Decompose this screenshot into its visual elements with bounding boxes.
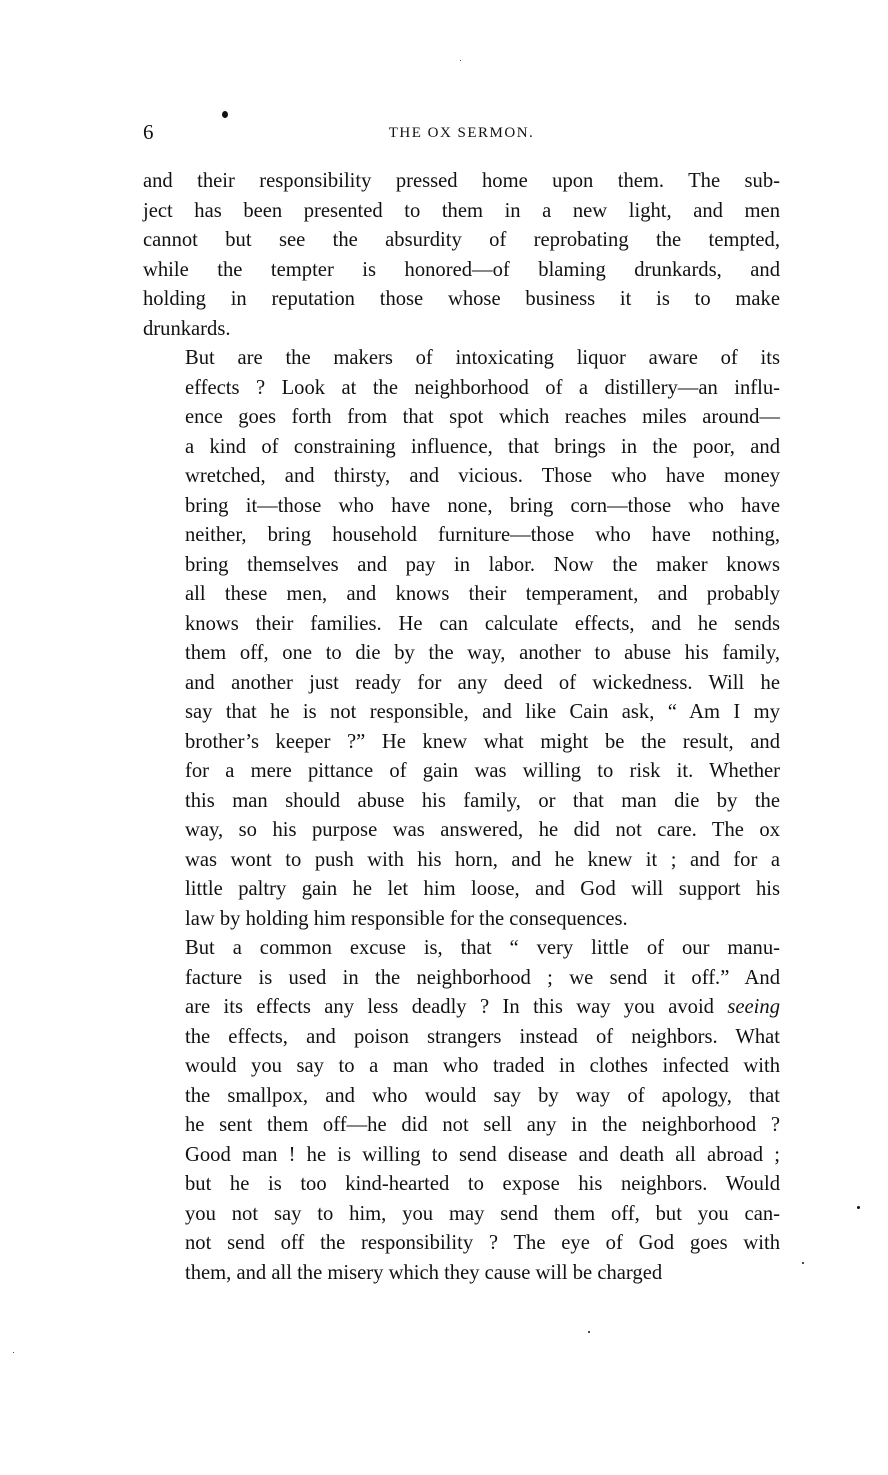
paragraph bbox=[143, 934, 780, 1288]
text-line: would you say to a man who traded in clothes infected with bbox=[185, 1055, 780, 1077]
paragraph bbox=[143, 344, 780, 934]
text-line: ject has been presented to them in a new light, and men bbox=[143, 199, 780, 222]
ink-speck bbox=[802, 1262, 804, 1264]
text-line: Good man ! he is willing to send disease and death all abroad ; bbox=[185, 1143, 780, 1166]
text-line: But a common excuse is, that “ very little of our manu- bbox=[185, 937, 780, 959]
text-line: he sent them off—he did not sell any in the neighborhood ? bbox=[185, 1114, 780, 1136]
text-line: and their responsibility pressed home upon them. The sub- bbox=[143, 170, 780, 192]
running-title: THE OX SERMON. bbox=[388, 125, 535, 141]
text-line: you not say to him, you may send them off, but you can- bbox=[185, 1202, 780, 1225]
text-line: a kind of constraining influence, that brings in the poor, and bbox=[185, 435, 780, 458]
text-line: drunkards. bbox=[143, 317, 231, 340]
text-line: knows their families. He can calculate effects, and he sends bbox=[185, 612, 780, 635]
text-line: But are the makers of intoxicating liquor aware of its bbox=[185, 347, 780, 369]
text-line: holding in reputation those whose business it is to make bbox=[143, 288, 780, 310]
text-line: say that he is not responsible, and like Cain ask, “ Am I my bbox=[185, 701, 780, 723]
ink-speck bbox=[13, 1352, 14, 1353]
body-text bbox=[143, 167, 780, 1288]
ink-speck bbox=[857, 1206, 860, 1209]
italic-word: seeing bbox=[727, 996, 780, 1018]
text-line: for a mere pittance of gain was willing to risk it. Whether bbox=[185, 760, 780, 782]
text-line: wretched, and thirsty, and vicious. Those who have money bbox=[185, 465, 780, 487]
text-line: way, so his purpose was answered, he did not care. The ox bbox=[185, 819, 780, 841]
text-line: neither, bring household furniture—those who have nothing, bbox=[185, 524, 780, 546]
text-line: while the tempter is honored—of blaming drunkards, and bbox=[143, 258, 780, 281]
text-line: and another just ready for any deed of wickedness. Will he bbox=[185, 671, 780, 694]
text-line: them off, one to die by the way, another to abuse his family, bbox=[185, 642, 780, 664]
text-line: the effects, and poison strangers instead of neighbors. What bbox=[185, 1025, 780, 1048]
text-line: facture is used in the neighborhood ; we send it off.” And bbox=[185, 966, 780, 989]
paragraph bbox=[143, 167, 780, 344]
text-line: this man should abuse his family, or that man die by the bbox=[185, 789, 780, 812]
text-line: not send off the responsibility ? The eye of God goes with bbox=[185, 1232, 780, 1254]
text-line: the smallpox, and who would say by way of apology, that bbox=[185, 1084, 780, 1107]
text-line: bring themselves and pay in labor. Now the maker knows bbox=[185, 553, 780, 576]
text-line: bring it—those who have none, bring corn—those who have bbox=[185, 494, 780, 517]
text-line: was wont to push with his horn, and he knew it ; and for a bbox=[185, 848, 780, 871]
page-header bbox=[143, 120, 780, 144]
ink-speck bbox=[222, 111, 228, 118]
text-line: all these men, and knows their temperament, and probably bbox=[185, 583, 780, 605]
text-line: effects ? Look at the neighborhood of a distillery—an influ- bbox=[185, 376, 780, 399]
text-line: them, and all the misery which they cause will be charged bbox=[185, 1261, 663, 1284]
text-line: but he is too kind-hearted to expose his neighbors. Would bbox=[185, 1173, 780, 1195]
text-line: little paltry gain he let him loose, and God will support his bbox=[185, 878, 780, 900]
text-line: cannot but see the absurdity of reprobating the tempted, bbox=[143, 229, 780, 251]
text-line: are its effects any less deadly ? In this way you avoid seeing bbox=[185, 996, 780, 1018]
text-line: ence goes forth from that spot which reaches miles around— bbox=[185, 406, 780, 428]
text-line: brother’s keeper ?” He knew what might be the result, and bbox=[185, 730, 780, 753]
page-number: 6 bbox=[143, 120, 154, 144]
text-line: law by holding him responsible for the consequences. bbox=[185, 907, 628, 930]
ink-speck bbox=[460, 60, 461, 61]
ink-speck bbox=[588, 1331, 590, 1333]
